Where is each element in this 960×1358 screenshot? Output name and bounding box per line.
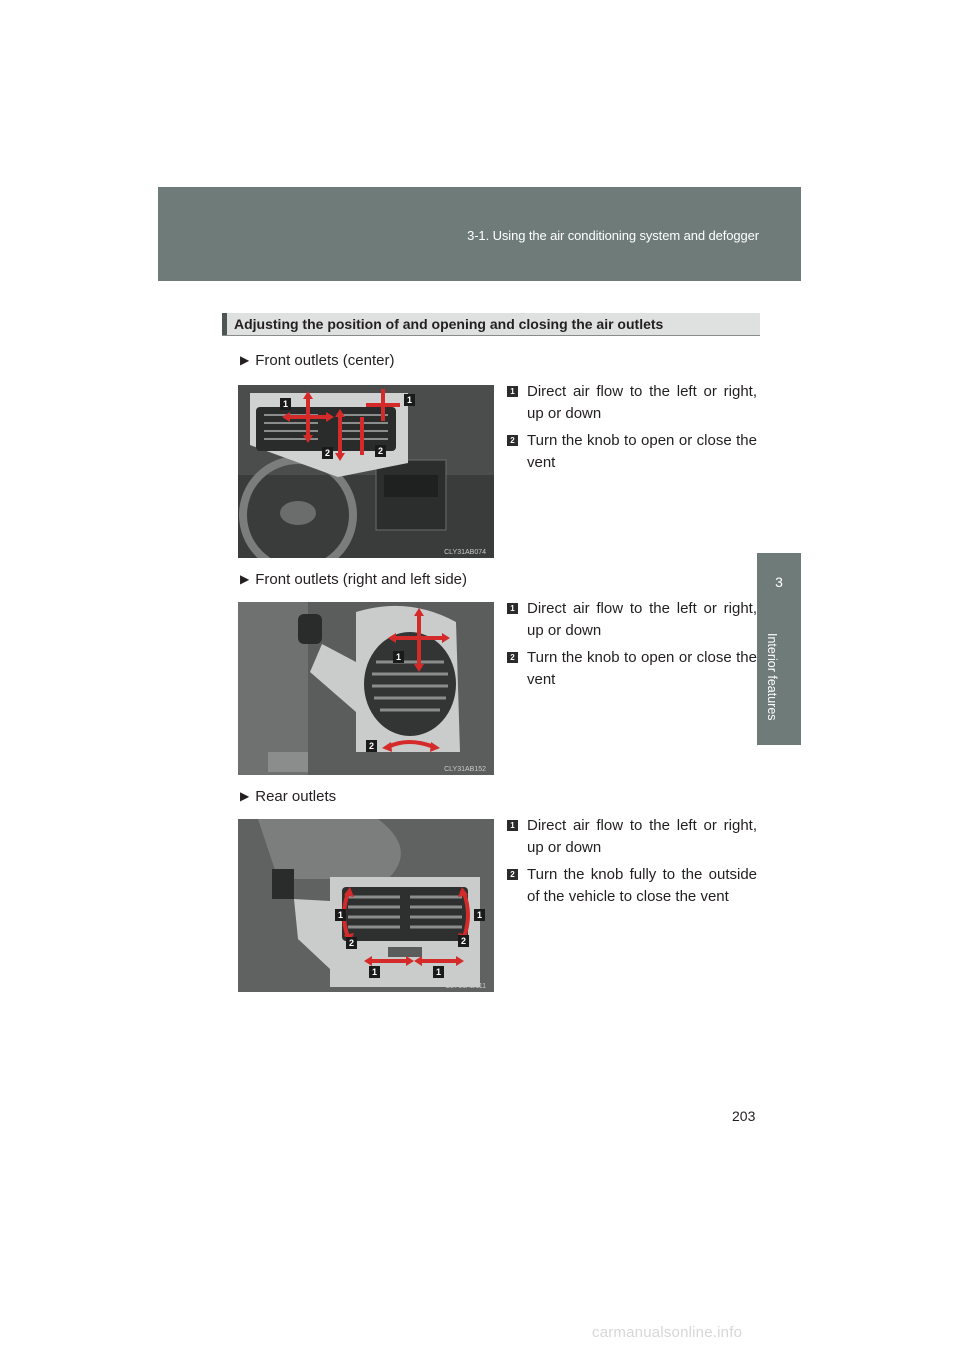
step-number-badge: 2 <box>507 869 518 880</box>
section-title-front-center <box>240 352 394 369</box>
triangle-bullet-icon: ▶ <box>240 353 250 367</box>
callout-label: 1 <box>280 398 291 410</box>
triangle-bullet-icon: ▶ <box>240 572 250 586</box>
instruction-item <box>507 598 757 642</box>
section-title-rear <box>240 788 336 805</box>
instruction-text: Turn the knob fully to the outside of the vehicle to close the vent <box>527 866 757 905</box>
section-title-front-side <box>240 571 467 588</box>
image-code: CLY31AB111 <box>445 983 486 990</box>
instruction-item <box>507 430 757 474</box>
air-flow-arrows-icon <box>238 385 494 558</box>
subheading-text: Adjusting the position of and opening and closing the air outlets <box>234 316 664 332</box>
step-number-badge: 1 <box>507 820 518 831</box>
image-code: CLY31AB074 <box>444 549 486 556</box>
image-code: CLY31AB152 <box>444 766 486 773</box>
instruction-text: Direct air flow to the left or right, up or down <box>527 817 757 856</box>
instruction-text: Turn the knob to open or close the vent <box>527 649 757 688</box>
subheading <box>222 313 760 336</box>
callout-label: 1 <box>335 909 346 921</box>
section-title-text: Front outlets (right and left side) <box>255 571 467 588</box>
section-title-text: Rear outlets <box>255 788 337 805</box>
step-number-badge: 1 <box>507 386 518 397</box>
instruction-text: Direct air flow to the left or right, up or down <box>527 383 757 422</box>
subheading-bar <box>222 313 227 335</box>
instruction-text: Turn the knob to open or close the vent <box>527 432 757 471</box>
air-flow-arrows-icon <box>238 819 494 992</box>
page-number: 203 <box>732 1108 756 1124</box>
chapter-number: 3 <box>775 574 783 590</box>
callout-label: 1 <box>393 651 404 663</box>
header-band <box>158 187 801 281</box>
photo-rear-outlets <box>238 819 494 992</box>
instruction-item <box>507 647 757 691</box>
step-number-badge: 1 <box>507 603 518 614</box>
chapter-name: Interior features <box>765 633 779 721</box>
callout-label: 2 <box>346 937 357 949</box>
callout-label: 2 <box>458 935 469 947</box>
chapter-tab <box>757 553 801 745</box>
watermark-text: carmanualsonline.info <box>592 1324 743 1341</box>
step-number-badge: 2 <box>507 435 518 446</box>
callout-label: 1 <box>474 909 485 921</box>
callout-label: 2 <box>366 740 377 752</box>
photo-front-side-outlets <box>238 602 494 775</box>
callout-label: 2 <box>322 447 333 459</box>
instruction-item <box>507 381 757 425</box>
section-title: 3-1. Using the air conditioning system and defogger <box>467 228 759 243</box>
instruction-item <box>507 864 757 908</box>
triangle-bullet-icon: ▶ <box>240 789 250 803</box>
callout-label: 1 <box>369 966 380 978</box>
instruction-text: Direct air flow to the left or right, up or down <box>527 600 757 639</box>
step-number-badge: 2 <box>507 652 518 663</box>
photo-front-center-outlets <box>238 385 494 558</box>
callout-label: 1 <box>404 394 415 406</box>
callout-label: 1 <box>433 966 444 978</box>
section-title-text: Front outlets (center) <box>255 352 395 369</box>
callout-label: 2 <box>375 445 386 457</box>
instruction-item <box>507 815 757 859</box>
